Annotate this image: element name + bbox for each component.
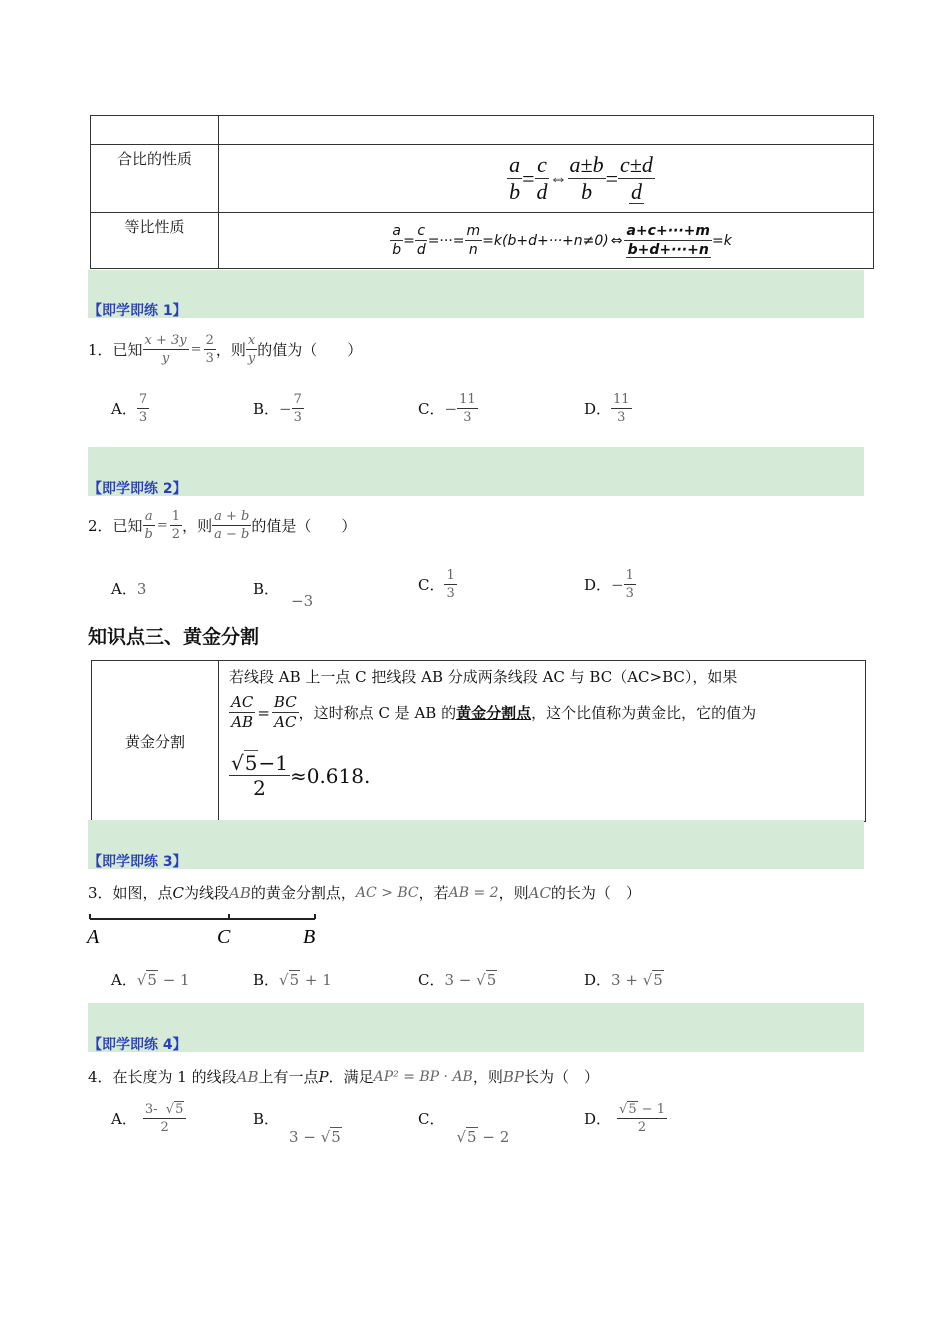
equal-ratio-formula: $\frac{a}{b}$ = $\frac{c}{d}$ =···= $\frac{m}{n}$ = k(b+d+···+n≠0) ⇔ $\frac{a+c+\cdot\cdot\cdot+m}{b+d+\cdot\cdot\cdot+n}$ = k [219, 213, 874, 269]
option-d[interactable] [584, 393, 632, 424]
given-fraction: $\frac{2}{3}$ [205, 333, 214, 366]
given-fraction: $\frac{x + 3y}{y}$ [144, 333, 187, 366]
compound-ratio-label: 合比的性质 [116, 149, 192, 168]
question-text: 2．已知 [88, 517, 143, 535]
practice-label: 【即学即练 3】 [88, 854, 187, 870]
question-3: 3．如图，点 C 为线段 AB 的黄金分割点， AC > BC ，若 AB = 2 ，则 AC 的长为（ ） [88, 883, 641, 902]
minus-sign: − [444, 399, 458, 418]
option-value: 3 − √5 [289, 1127, 341, 1146]
option-value: √5 − 1 [136, 970, 190, 989]
section-heading: 知识点三、黄金分割 [88, 626, 260, 648]
option-label: A． [111, 971, 137, 989]
question-text: 的值是（ ） [251, 517, 357, 535]
option-value: $\frac{1}{3}$ [446, 568, 455, 601]
equal-ratio-label: 等比性质 [124, 217, 185, 236]
option-label: A． [111, 580, 137, 598]
option-label: D． [584, 400, 612, 418]
option-value: 3 [136, 579, 147, 598]
compound-ratio-formula: $\frac{a}{b}$ = $\frac{c}{d}$ ⇔ $\frac{a\pm b}{b}$ = $\frac{c\pm d}{d}$ [219, 145, 874, 213]
option-b[interactable] [253, 1110, 342, 1146]
question-text: ，则 [182, 517, 213, 535]
option-c[interactable] [418, 1110, 510, 1146]
option-d[interactable] [584, 1103, 667, 1134]
option-b[interactable] [253, 969, 332, 990]
definition-text: ，这个比值称为黄金比，它的值为 [531, 704, 757, 722]
question-2: 2．已知 $\frac{a}{b}$ = $\frac{1}{2}$ ，则 $\frac{a + b}{a - b}$ 的值是（ ） [88, 509, 357, 542]
option-a[interactable] [111, 578, 146, 599]
minus-sign: − [279, 399, 292, 418]
target-fraction: $\frac{x}{y}$ [247, 333, 256, 366]
option-value: √5 + 1 [279, 970, 332, 989]
option-c[interactable] [418, 393, 478, 424]
option-value: $\frac{3- √5}{2}$ [143, 1103, 187, 1134]
option-value: 3 + √5 [611, 970, 663, 989]
option-value: √5 − 2 [456, 1127, 510, 1146]
option-label: B． [253, 1110, 280, 1128]
table-row-label [91, 213, 219, 269]
target-fraction: $\frac{a + b}{a - b}$ [214, 509, 250, 542]
option-value: −3 [291, 591, 314, 610]
question-text: 的值为（ ） [257, 341, 363, 359]
point-b-label: B [303, 926, 316, 948]
practice-label: 【即学即练 1】 [88, 303, 187, 319]
option-value: $\frac{√5 - 1}{2}$ [619, 1102, 666, 1135]
option-c[interactable] [418, 569, 457, 600]
option-label: D． [584, 576, 612, 594]
given-fraction: $\frac{a}{b}$ [144, 509, 153, 542]
option-d[interactable]: D． − $\frac{1}{3}$ [584, 568, 634, 601]
option-value: $\frac{11}{3}$ [459, 392, 476, 425]
option-label: D． [584, 971, 612, 989]
definition-line: 若线段 AB 上一点 C 把线段 AB 分成两条线段 AC 与 BC（AC>BC），如果 [229, 668, 738, 686]
option-label: C． [418, 400, 445, 418]
option-label: C． [418, 1110, 445, 1128]
option-value: 3 − √5 [444, 970, 497, 989]
point-c-label: C [217, 926, 231, 948]
option-label: C． [418, 971, 445, 989]
option-a[interactable] [111, 969, 190, 990]
golden-section-box [91, 660, 866, 822]
golden-section-label: 黄金分割 [92, 661, 219, 821]
point-a-label: A [87, 926, 100, 948]
question-1: 1．已知 $\frac{x + 3y}{y}$ = $\frac{2}{3}$ ，则 $\frac{x}{y}$ 的值为（ ） [88, 333, 363, 366]
table-cell-empty [219, 116, 874, 145]
option-label: A． [111, 400, 137, 418]
question-4: 4．在长度为 1 的线段 AB 上有一点 P ．满足 AP² = BP · AB ，则 BP 长为（ ） [88, 1067, 599, 1086]
option-c[interactable] [418, 969, 497, 990]
segment-diagram [86, 910, 326, 950]
question-text: ，则 [215, 341, 246, 359]
option-d[interactable] [584, 969, 664, 990]
practice-banner [88, 1003, 864, 1052]
option-label: A． [111, 1110, 137, 1128]
option-label: D． [584, 1110, 612, 1128]
option-label: B． [253, 971, 280, 989]
option-a[interactable] [111, 393, 149, 424]
option-value: $\frac{7}{3}$ [293, 392, 302, 425]
given-fraction: $\frac{1}{2}$ [171, 509, 181, 542]
option-label: C． [418, 576, 445, 594]
option-label: B． [253, 580, 280, 598]
question-text: 1．已知 [88, 341, 143, 359]
practice-label: 【即学即练 2】 [88, 481, 187, 497]
option-b[interactable] [253, 393, 304, 424]
option-value: $\frac{11}{3}$ [613, 392, 630, 425]
option-value: $\frac{1}{3}$ [625, 568, 634, 601]
definition-ratio: $\frac{AC}{AB}$ = $\frac{BC}{AC}$ ，这时称点 C 是 AB 的 黄金分割点 ，这个比值称为黄金比，它的值为 [231, 693, 757, 731]
option-b[interactable] [253, 578, 314, 610]
golden-ratio-value: $\frac{√5-1}{2}$ ≈0.618. [231, 751, 371, 800]
definition-text: ，这时称点 C 是 AB 的 [298, 704, 457, 722]
table-cell-empty [91, 116, 219, 145]
option-value: $\frac{7}{3}$ [138, 392, 148, 425]
golden-point-term: 黄金分割点 [456, 704, 532, 722]
practice-banner [88, 270, 864, 318]
approx-value: ≈0.618. [289, 763, 371, 788]
option-a[interactable] [111, 1103, 186, 1134]
practice-banner [88, 447, 864, 496]
table-row-label [91, 145, 219, 213]
properties-table [90, 115, 874, 269]
practice-banner [88, 820, 864, 869]
practice-label: 【即学即练 4】 [88, 1037, 187, 1053]
option-label: B． [253, 400, 280, 418]
